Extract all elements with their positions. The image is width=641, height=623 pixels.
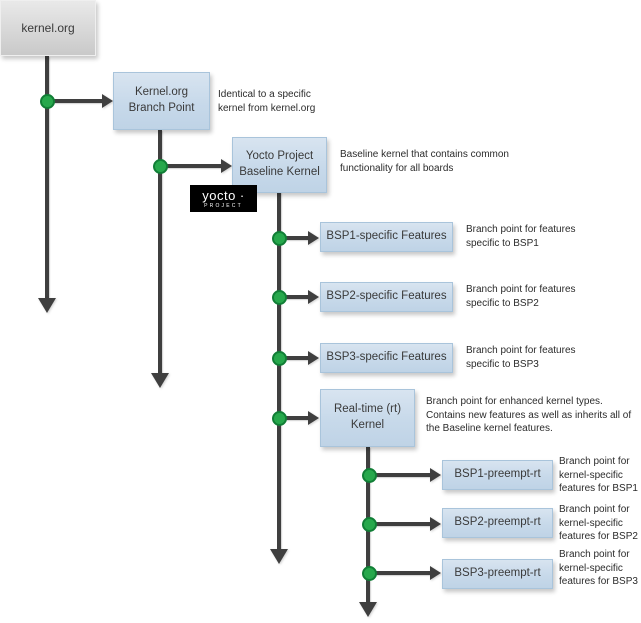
- kernel-org-trunk-arrowhead-icon: [38, 298, 56, 313]
- node-bsp3-features: BSP3-specific Features: [320, 343, 453, 373]
- branch-arrowhead-icon: [221, 159, 232, 173]
- branch-point-dot: [272, 231, 287, 246]
- branch-point-dot: [362, 517, 377, 532]
- branch-arrowhead-icon: [308, 290, 319, 304]
- branch-arrowhead-icon: [430, 468, 441, 482]
- branch-point-dot: [362, 468, 377, 483]
- branch-arrow-shaft: [47, 99, 102, 103]
- node-kernel-org: kernel.org: [0, 0, 96, 56]
- branch-arrowhead-icon: [308, 231, 319, 245]
- branch-point-trunk-arrowhead-icon: [151, 373, 169, 388]
- node-rt-kernel: Real-time (rt) Kernel: [320, 389, 415, 447]
- branch-arrowhead-icon: [430, 517, 441, 531]
- annotation-bsp2-preempt-rt: Branch point for kernel-specific features for BSP2: [559, 504, 638, 542]
- branch-point-dot: [272, 411, 287, 426]
- annotation-bsp3-preempt-rt: Branch point for kernel-specific features for BSP3: [559, 549, 638, 587]
- annotation-bsp1-features: Branch point for features specific to BSP1: [466, 224, 576, 249]
- annotation-bsp2-features: Branch point for features specific to BSP2: [466, 284, 576, 309]
- annotation-bsp1-preempt-rt: Branch point for kernel-specific features for BSP1: [559, 456, 638, 494]
- yocto-logo-subtext: PROJECT: [204, 202, 243, 209]
- node-bsp1-features: BSP1-specific Features: [320, 222, 453, 252]
- node-yocto-baseline: Yocto Project Baseline Kernel: [232, 137, 327, 193]
- branch-point-dot: [272, 351, 287, 366]
- branch-arrowhead-icon: [102, 94, 113, 108]
- annotation-kernel-org-branch: Identical to a specific kernel from kernel.org: [218, 89, 316, 114]
- branch-arrowhead-icon: [430, 566, 441, 580]
- annotation-bsp3-features: Branch point for features specific to BSP3: [466, 345, 576, 370]
- branch-point-dot: [272, 290, 287, 305]
- branch-point-dot: [153, 159, 168, 174]
- node-bsp2-features: BSP2-specific Features: [320, 282, 453, 312]
- yocto-project-logo: [190, 185, 257, 212]
- node-kernel-org-branch: Kernel.org Branch Point: [113, 72, 210, 130]
- annotation-rt-kernel: Branch point for enhanced kernel types. Contains new features as well as inherits all of the Baseline kernel features.: [426, 396, 632, 434]
- branch-arrow-shaft: [369, 571, 430, 575]
- branch-arrowhead-icon: [308, 411, 319, 425]
- node-bsp3-preempt-rt: BSP3-preempt-rt: [442, 559, 553, 589]
- node-bsp1-preempt-rt: BSP1-preempt-rt: [442, 460, 553, 490]
- rt-kernel-trunk-arrowhead-icon: [359, 602, 377, 617]
- baseline-kernel-trunk-arrowhead-icon: [270, 549, 288, 564]
- yocto-logo-wordmark: yocto ·: [202, 187, 245, 203]
- branch-arrow-shaft: [369, 473, 430, 477]
- branch-arrowhead-icon: [308, 351, 319, 365]
- kernel-org-trunk-line: [45, 56, 49, 298]
- branch-arrow-shaft: [160, 164, 221, 168]
- node-bsp2-preempt-rt: BSP2-preempt-rt: [442, 508, 553, 538]
- branch-arrow-shaft: [369, 522, 430, 526]
- annotation-baseline-kernel: Baseline kernel that contains common functionality for all boards: [340, 149, 509, 174]
- branch-point-dot: [362, 566, 377, 581]
- branch-point-dot: [40, 94, 55, 109]
